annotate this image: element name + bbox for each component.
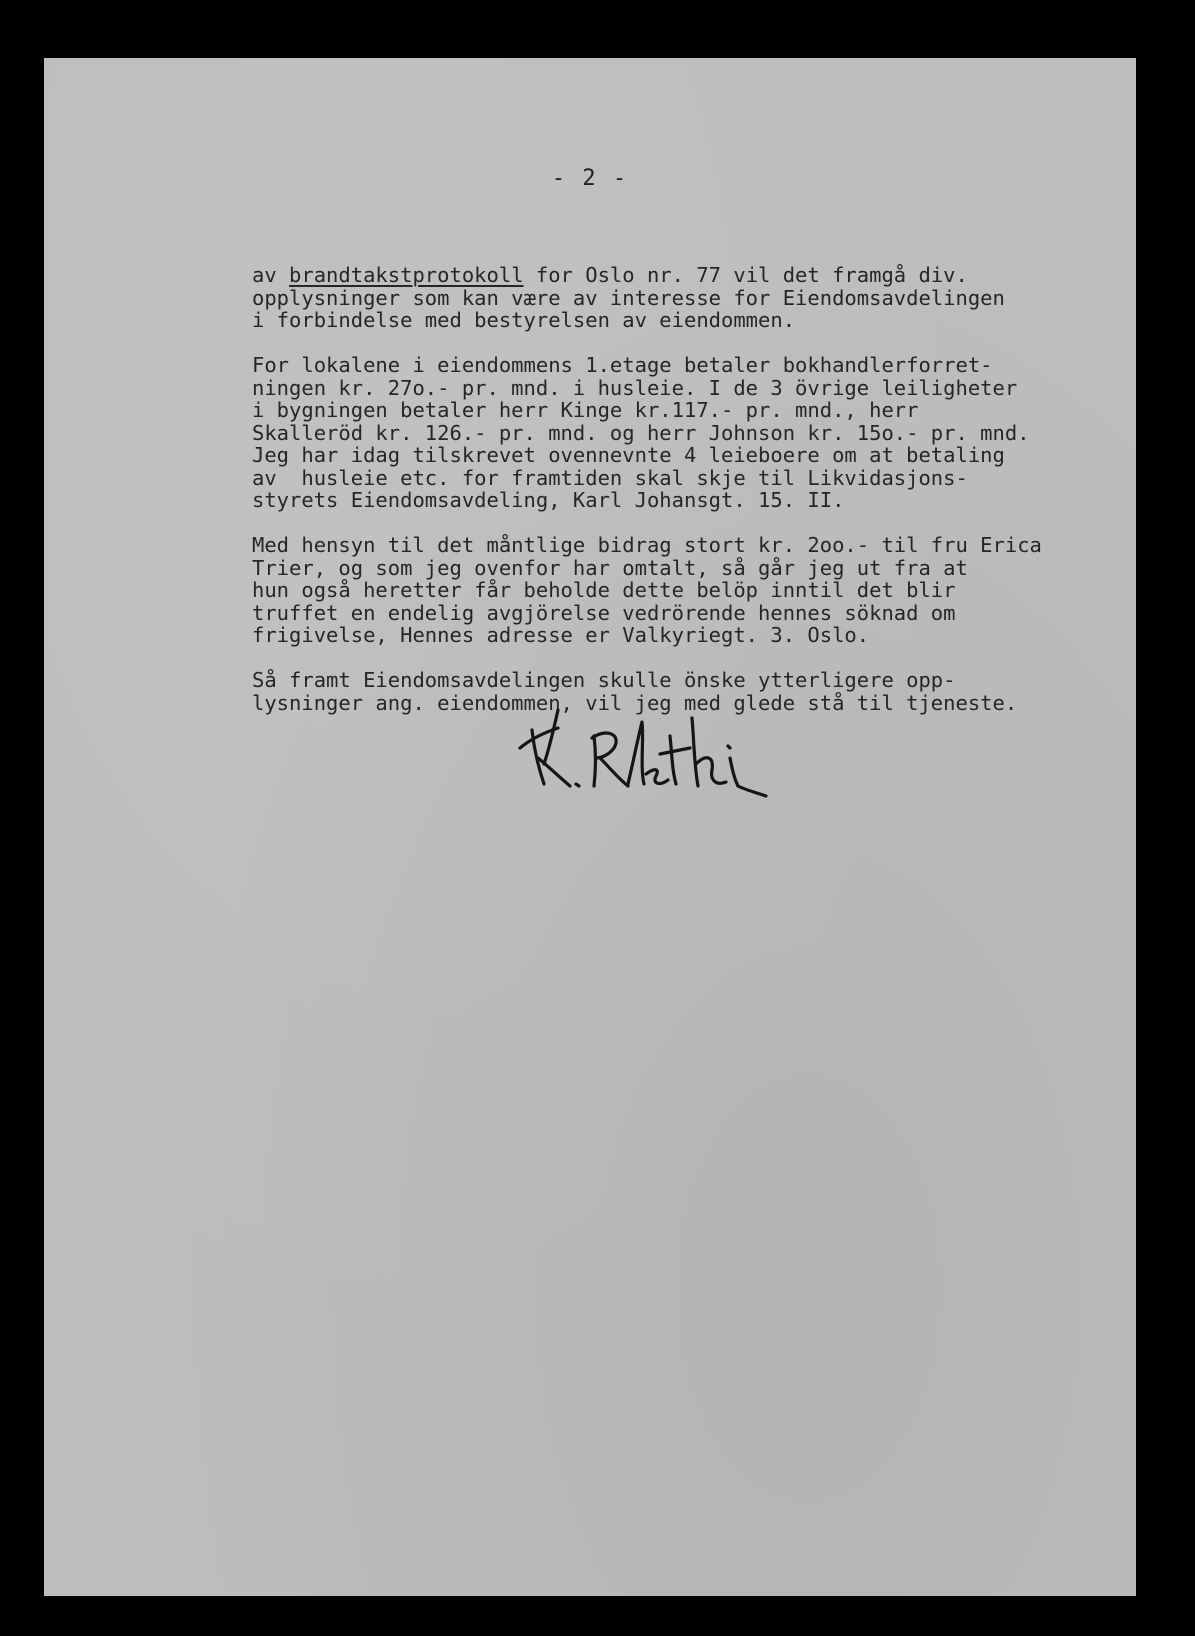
text-line: Skalleröd kr. 126.- pr. mnd. og herr Johnson kr. 15o.- pr. mnd. (252, 420, 1030, 445)
text-line: Med hensyn til det måntlige bidrag stort kr. 2oo.- til fru Erica (252, 533, 1042, 557)
line-prefix: av (252, 263, 290, 287)
text-line: ningen kr. 27o.- pr. mnd. i husleie. I de 3 övrige leiligheter (252, 375, 1018, 400)
text-line: styrets Eiendomsavdeling, Karl Johansgt. 15. II. (252, 488, 845, 512)
text-line: i bygningen betaler herr Kinge kr.117.- pr. mnd., herr (252, 398, 919, 422)
text-line: frigivelse, Hennes adresse er Valkyriegt. 3. Oslo. (252, 623, 870, 647)
text-line: truffet en endelig avgjörelse vedrörende hennes söknad om (252, 600, 956, 625)
text-line: Jeg har idag tilskrevet ovennevnte 4 leieboere om at betaling (252, 443, 1005, 467)
page-number: - 2 - (551, 166, 629, 191)
text-line: For lokalene i eiendommens 1.etage betaler bokhandlerforret- (252, 353, 993, 377)
letter-body (252, 264, 1132, 737)
handwritten-signature (514, 688, 804, 798)
text-line: lysninger ang. eiendommen, vil jeg med glede stå til tjeneste. (252, 690, 1018, 715)
text-line: i forbindelse med bestyrelsen av eiendommen. (252, 308, 796, 332)
paragraph-1 (252, 264, 1132, 332)
text-line: av husleie etc. for framtiden skal skje til Likvidasjons- (252, 465, 968, 490)
underlined-term: brandtakstprotokoll (289, 263, 524, 287)
document-page (44, 58, 1136, 1596)
text-line: opplysninger som kan være av interesse for Eiendomsavdelingen (252, 285, 1005, 310)
line-suffix: for Oslo nr. 77 vil det framgå div. (523, 263, 968, 287)
paragraph-2 (252, 354, 1132, 512)
paragraph-3 (252, 534, 1132, 647)
text-line: hun også heretter får beholde dette belöp inntil det blir (252, 578, 956, 602)
text-line: Trier, og som jeg ovenfor har omtalt, så går jeg ut fra at (252, 555, 968, 580)
text-line: Så framt Eiendomsavdelingen skulle önske ytterligere opp- (252, 668, 956, 692)
text-line (252, 264, 1132, 287)
